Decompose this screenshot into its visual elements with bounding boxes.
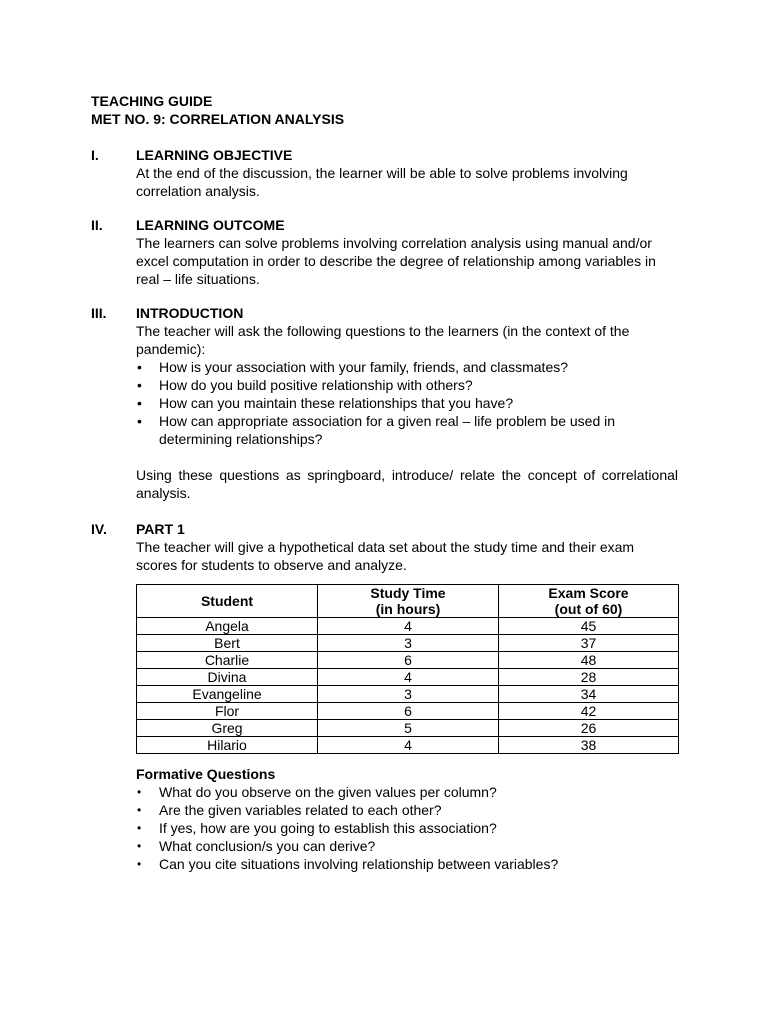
- column-header-student: Student: [137, 585, 318, 618]
- section-text: The teacher will give a hypothetical data set about the study time and their exam scores for students to observe and analyze.: [136, 539, 635, 573]
- section-text: The teacher will ask the following questions to the learners (in the context of the pandemic):: [136, 323, 630, 357]
- section-number: III.: [91, 305, 107, 321]
- list-item: • How is your association with your family, friends, and classmates?: [137, 359, 569, 375]
- section-part-1: [91, 520, 681, 873]
- section-title: LEARNING OUTCOME: [136, 217, 285, 233]
- section-number: IV.: [91, 521, 107, 537]
- bullet-icon: •: [137, 785, 142, 799]
- header-title: TEACHING GUIDE: [91, 93, 213, 109]
- formative-questions-title: Formative Questions: [136, 766, 276, 782]
- table-row: Charlie 6 48: [137, 652, 679, 669]
- table-row: Hilario 4 38: [137, 737, 679, 754]
- document-header: [91, 92, 344, 128]
- bullet-icon: •: [137, 395, 142, 411]
- section-title: PART 1: [136, 521, 185, 537]
- list-item: • Can you cite situations involving relationship between variables?: [137, 856, 559, 872]
- section-number: I.: [91, 147, 99, 163]
- section-text: The learners can solve problems involving correlation analysis using manual and/or excel computation in order to describe the degree of relationship among variables in real – life situations.: [136, 235, 656, 287]
- intro-closing-text: Using these questions as springboard, introduce/ relate the concept of correlational analysis.: [136, 467, 678, 501]
- section-learning-outcome: [91, 216, 681, 288]
- table-row: Greg 5 26: [137, 720, 679, 737]
- bullet-icon: •: [137, 839, 142, 853]
- bullet-icon: •: [137, 377, 142, 393]
- bullet-icon: •: [137, 857, 142, 871]
- table-row: Angela 4 45: [137, 618, 679, 635]
- table-row: Flor 6 42: [137, 703, 679, 720]
- section-number: II.: [91, 217, 103, 233]
- table-row: Bert 3 37: [137, 635, 679, 652]
- list-item: • How can appropriate association for a given real – life problem be used in determining relationships?: [137, 413, 616, 447]
- section-learning-objective: [91, 146, 681, 200]
- bullet-icon: •: [137, 413, 142, 429]
- bullet-icon: •: [137, 359, 142, 375]
- bullet-icon: •: [137, 821, 142, 835]
- column-header-study-time: Study Time (in hours): [318, 585, 499, 618]
- section-title: INTRODUCTION: [136, 305, 244, 321]
- section-title: LEARNING OBJECTIVE: [136, 147, 293, 163]
- list-item: • How do you build positive relationship with others?: [137, 377, 473, 393]
- formative-question-list: [136, 783, 678, 873]
- table-row: Divina 4 28: [137, 669, 679, 686]
- list-item: • What do you observe on the given values per column?: [137, 784, 497, 800]
- list-item: • Are the given variables related to each other?: [137, 802, 442, 818]
- study-data-table: [136, 584, 679, 754]
- intro-question-list: [136, 358, 678, 448]
- column-header-exam-score: Exam Score (out of 60): [499, 585, 679, 618]
- section-introduction: [91, 304, 681, 502]
- bullet-icon: •: [137, 803, 142, 817]
- list-item: • What conclusion/s you can derive?: [137, 838, 376, 854]
- section-text: At the end of the discussion, the learner will be able to solve problems involving correlation analysis.: [136, 165, 628, 199]
- list-item: • How can you maintain these relationships that you have?: [137, 395, 514, 411]
- header-subtitle: MET NO. 9: CORRELATION ANALYSIS: [91, 111, 345, 127]
- table-row: Evangeline 3 34: [137, 686, 679, 703]
- list-item: • If yes, how are you going to establish this association?: [137, 820, 497, 836]
- table-header-row: [137, 585, 679, 618]
